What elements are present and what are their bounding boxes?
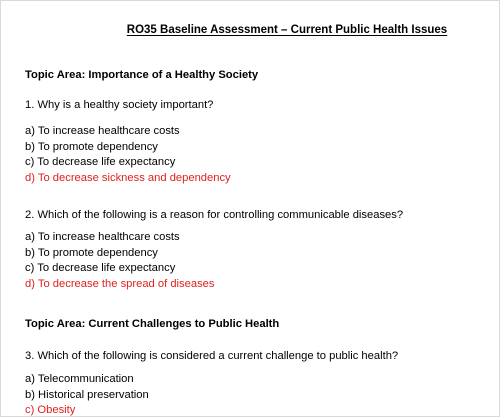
question-1: 1. Why is a healthy society important? [25, 99, 214, 111]
option-1a: a) To increase healthcare costs [25, 125, 180, 137]
option-2d-highlighted: d) To decrease the spread of diseases [25, 277, 215, 290]
option-3b: b) Historical preservation [25, 388, 149, 401]
question-2: 2. Which of the following is a reason for controlling communicable diseases? [25, 209, 404, 221]
document-title: RO35 Baseline Assessment – Current Public Health Issues [126, 24, 448, 36]
topic-heading-2: Topic Area: Current Challenges to Public Health [25, 318, 280, 330]
option-3a: a) Telecommunication [25, 373, 134, 385]
option-2a: a) To increase healthcare costs [25, 231, 180, 243]
topic-heading-1: Topic Area: Importance of a Healthy Society [25, 69, 259, 81]
option-2b: b) To promote dependency [25, 246, 158, 259]
option-3c-highlighted: c) Obesity [25, 404, 76, 417]
question-2-options [25, 230, 214, 292]
question-3: 3. Which of the following is considered a current challenge to public health? [25, 350, 399, 362]
option-1c: c) To decrease life expectancy [25, 156, 176, 169]
option-1b: b) To promote dependency [25, 140, 158, 153]
question-3-options [25, 372, 149, 419]
option-1d-highlighted: d) To decrease sickness and dependency [25, 171, 231, 184]
option-2c: c) To decrease life expectancy [25, 262, 176, 275]
question-1-options [25, 124, 231, 186]
